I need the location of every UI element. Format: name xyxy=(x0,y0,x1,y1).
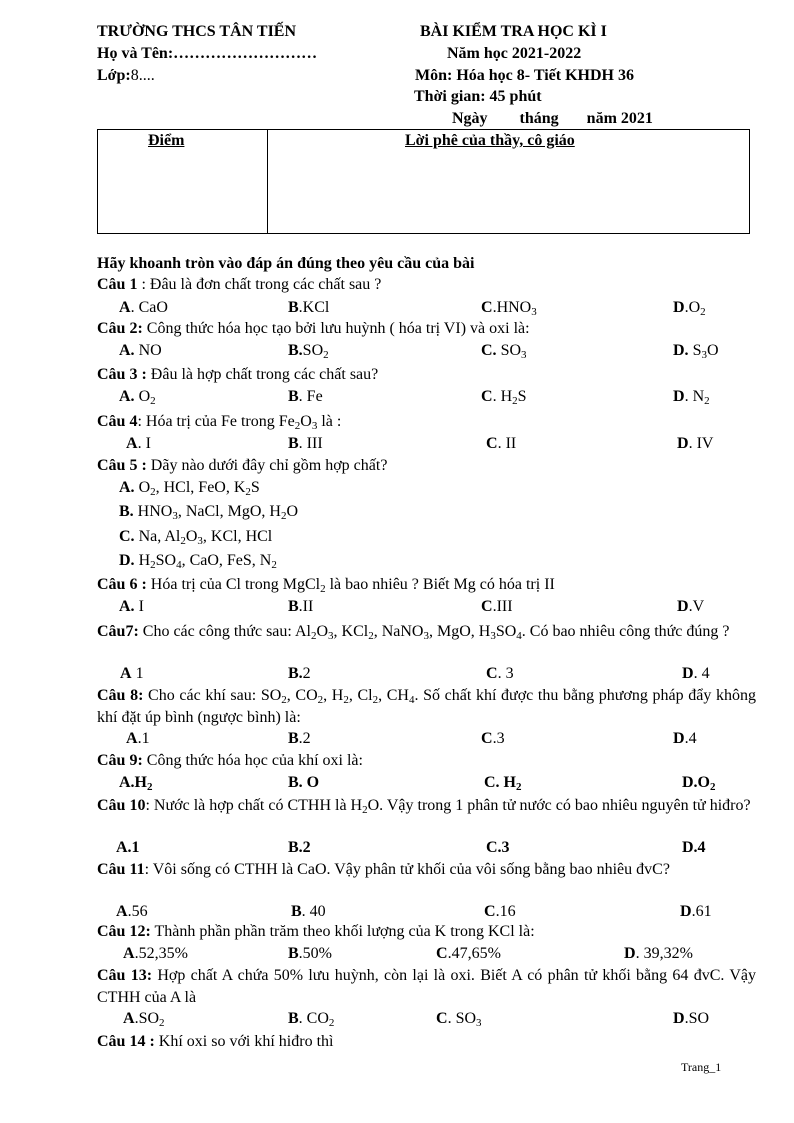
q8-label: Câu 8: xyxy=(97,687,144,704)
q8-option-a[interactable]: A.1 xyxy=(126,730,150,747)
q14-text: Khí oxi so với khí hiđro thì xyxy=(154,1033,334,1050)
q9-text: Công thức hóa học của khí oxi là: xyxy=(142,752,363,769)
q7-option-d[interactable]: D. 4 xyxy=(682,665,710,682)
question-4: Câu 4: Hóa trị của Fe trong $Fe_2O_3$ là : xyxy=(97,413,342,432)
q13-label: Câu 13: xyxy=(97,967,153,984)
q1-label: Câu 1 xyxy=(97,276,138,293)
q5-option-a[interactable]: A. $O_2$, HCl, FeO, $K_2S$ xyxy=(119,479,260,498)
q7-option-b[interactable]: B.2 xyxy=(288,665,311,682)
q12-option-b[interactable]: B.50% xyxy=(288,945,332,962)
q7-option-c[interactable]: C. 3 xyxy=(486,665,514,682)
q4-label: Câu 4 xyxy=(97,413,138,430)
school-name: TRƯỜNG THCS TÂN TIẾN xyxy=(97,23,297,40)
q12-option-d[interactable]: D. 39,32% xyxy=(624,945,693,962)
q7-text: Cho các công thức sau: xyxy=(138,623,295,640)
q12-label: Câu 12: xyxy=(97,923,151,940)
time-line: Thời gian: 45 phút xyxy=(414,88,542,105)
q3-option-b[interactable]: B. Fe xyxy=(288,388,323,405)
q13-text: Hợp chất A chứa 50% lưu huỳnh, còn lại là oxi. Biết A có phân tử khối bằng 64 đvC. Vậy CTHH của A là xyxy=(97,967,757,1006)
question-11 xyxy=(97,859,756,881)
q6-option-b[interactable]: B.II xyxy=(288,598,314,615)
question-8: Câu 8: Cho các khí sau: $SO_2$, $CO_2$, $H_2$, $Cl_2$, $CH_4$. Số chất khí được thu bằng phương pháp đẩy không khí đặt úp bình (ngược bình) là: xyxy=(97,687,757,726)
question-6: Câu 6 : Hóa trị của Cl trong MgCl$_2$ là bao nhiêu ? Biết Mg có hóa trị II xyxy=(97,576,555,595)
q3-option-d[interactable]: D. $N_2$ xyxy=(673,388,710,407)
q5-text: Dãy nào dưới đây chỉ gồm hợp chất? xyxy=(146,457,388,474)
q11-option-d[interactable]: D.61 xyxy=(680,903,712,920)
q11-option-b[interactable]: B. 40 xyxy=(291,903,326,920)
q6-option-a[interactable]: A. I xyxy=(119,598,144,615)
q7-option-a[interactable]: A 1 xyxy=(120,665,144,682)
q11-text: : Vôi sống có CTHH là CaO. Vậy phân tử khối của vôi sống bằng bao nhiêu đvC? xyxy=(144,861,670,878)
q13-option-a[interactable]: $A.SO_2$ xyxy=(123,1010,165,1029)
q11-option-c[interactable]: C.16 xyxy=(484,903,516,920)
q11-label: Câu 11 xyxy=(97,861,145,878)
q12-option-a[interactable]: A.52,35% xyxy=(123,945,188,962)
q10-option-b[interactable]: B.2 xyxy=(288,839,311,856)
q2-option-a[interactable]: A. NO xyxy=(119,342,162,359)
class-value: 8.... xyxy=(130,67,155,84)
q2-text: Công thức hóa học tạo bởi lưu huỳnh ( hóa trị VI) và oxi là: xyxy=(142,320,530,337)
question-5 xyxy=(97,457,387,475)
name-field-label: Họ và Tên:……………………… xyxy=(97,45,318,62)
school-year: Năm học 2021-2022 xyxy=(447,45,582,62)
q10-option-d[interactable]: D.4 xyxy=(682,839,706,856)
q2-label: Câu 2: xyxy=(97,320,143,337)
q5-label: Câu 5 : xyxy=(97,457,147,474)
page-number: Trang_1 xyxy=(681,1060,722,1074)
question-9 xyxy=(97,752,363,770)
subject-line: Môn: Hóa học 8- Tiết KHDH 36 xyxy=(415,67,634,84)
grade-box-divider xyxy=(267,130,268,233)
q8-text: Cho các khí sau: xyxy=(143,687,261,704)
question-12 xyxy=(97,923,535,941)
instruction: Hãy khoanh tròn vào đáp án đúng theo yêu cầu của bài xyxy=(97,255,475,272)
q8-option-c[interactable]: C.3 xyxy=(481,730,505,747)
q2-option-d[interactable]: D. $S_3O$ xyxy=(673,342,719,361)
q9-option-a[interactable]: $A.H_2$ xyxy=(119,774,153,793)
q1-text: : Đâu là đơn chất trong các chất sau ? xyxy=(137,276,382,293)
question-13 xyxy=(97,965,756,1009)
q2-option-c[interactable]: C. $SO_3$ xyxy=(481,342,527,361)
q5-option-b[interactable]: B. $HNO_3$, NaCl, MgO, $H_2O$ xyxy=(119,503,299,522)
q1-option-c[interactable]: $C.HNO_3$ xyxy=(481,299,537,318)
q8-option-d[interactable]: D.4 xyxy=(673,730,697,747)
q12-option-c[interactable]: C.47,65% xyxy=(436,945,501,962)
q12-text: Thành phần phần trăm theo khối lượng của K trong KCl là: xyxy=(150,923,535,940)
q4-option-b[interactable]: B. III xyxy=(288,435,323,452)
q1-option-d[interactable]: $D.O_2$ xyxy=(673,299,706,318)
q13-option-d[interactable]: D.SO xyxy=(673,1010,710,1027)
q13-option-b[interactable]: B. $CO_2$ xyxy=(288,1010,335,1029)
q3-label: Câu 3 : xyxy=(97,366,147,383)
q10-label: Câu 10 xyxy=(97,797,146,814)
q6-option-c[interactable]: C.III xyxy=(481,598,513,615)
question-10: Câu 10: Nước là hợp chất có CTHH là $H_2O$. Vậy trong 1 phân tử nước có bao nhiêu nguyên tử hiđro? xyxy=(97,797,751,816)
q13-option-c[interactable]: C. $SO_3$ xyxy=(436,1010,482,1029)
q9-option-c[interactable]: C. $H_2$ xyxy=(484,774,522,793)
q3-text: Đâu là hợp chất trong các chất sau? xyxy=(146,366,379,383)
q4-text: : Hóa trị của Fe trong xyxy=(137,413,279,430)
date-line: Ngày tháng năm 2021 xyxy=(452,110,653,127)
q5-option-c[interactable]: C. Na, $Al_2O_3$, KCl, HCl xyxy=(119,528,273,547)
q7-label: Câu7: xyxy=(97,623,139,640)
q1-option-b[interactable]: B.KCl xyxy=(288,299,330,316)
q10-text: : Nước là hợp chất có CTHH là xyxy=(145,797,351,814)
q6-label: Câu 6 : xyxy=(97,576,147,593)
q1-option-a[interactable]: A. CaO xyxy=(119,299,168,316)
q10-option-c[interactable]: C.3 xyxy=(486,839,510,856)
q6-option-d[interactable]: D.V xyxy=(677,598,705,615)
exam-title: BÀI KIỂM TRA HỌC KÌ I xyxy=(420,23,607,40)
q10-option-a[interactable]: A.1 xyxy=(116,839,140,856)
q8-option-b[interactable]: B.2 xyxy=(288,730,311,747)
q9-label: Câu 9: xyxy=(97,752,143,769)
class-field xyxy=(97,67,155,85)
q5-option-d[interactable]: D. $H_2SO_4$, CaO, FeS, $N_2$ xyxy=(119,552,277,571)
q9-option-d[interactable]: $D.O_2$ xyxy=(682,774,716,793)
q3-option-a[interactable]: A. $O_2$ xyxy=(119,388,156,407)
q2-option-b[interactable]: $B.SO_2$ xyxy=(288,342,329,361)
q4-option-a[interactable]: A. I xyxy=(126,435,151,452)
question-3 xyxy=(97,366,378,384)
q4-option-c[interactable]: C. II xyxy=(486,435,517,452)
q4-option-d[interactable]: D. IV xyxy=(677,435,714,452)
class-label: Lớp: xyxy=(97,67,131,84)
question-7: Câu7: Cho các công thức sau: $Al_2O_3$, KCl$_2$, NaNO$_3$, MgO, $H_3SO_4$. Có bao nhiêu công thức đúng ? xyxy=(97,623,730,642)
score-header: Điểm xyxy=(148,132,185,149)
grade-box xyxy=(97,129,750,234)
q9-option-b[interactable]: B. O xyxy=(288,774,320,791)
question-2 xyxy=(97,320,530,338)
question-1 xyxy=(97,276,381,294)
q6-text: Hóa trị của Cl trong xyxy=(146,576,283,593)
comment-header: Lời phê của thầy, cô giáo xyxy=(405,132,575,149)
q11-option-a[interactable]: A.56 xyxy=(116,903,148,920)
q3-option-c[interactable]: C. $H_2S$ xyxy=(481,388,527,407)
q14-label: Câu 14 : xyxy=(97,1033,155,1050)
question-14 xyxy=(97,1033,333,1051)
